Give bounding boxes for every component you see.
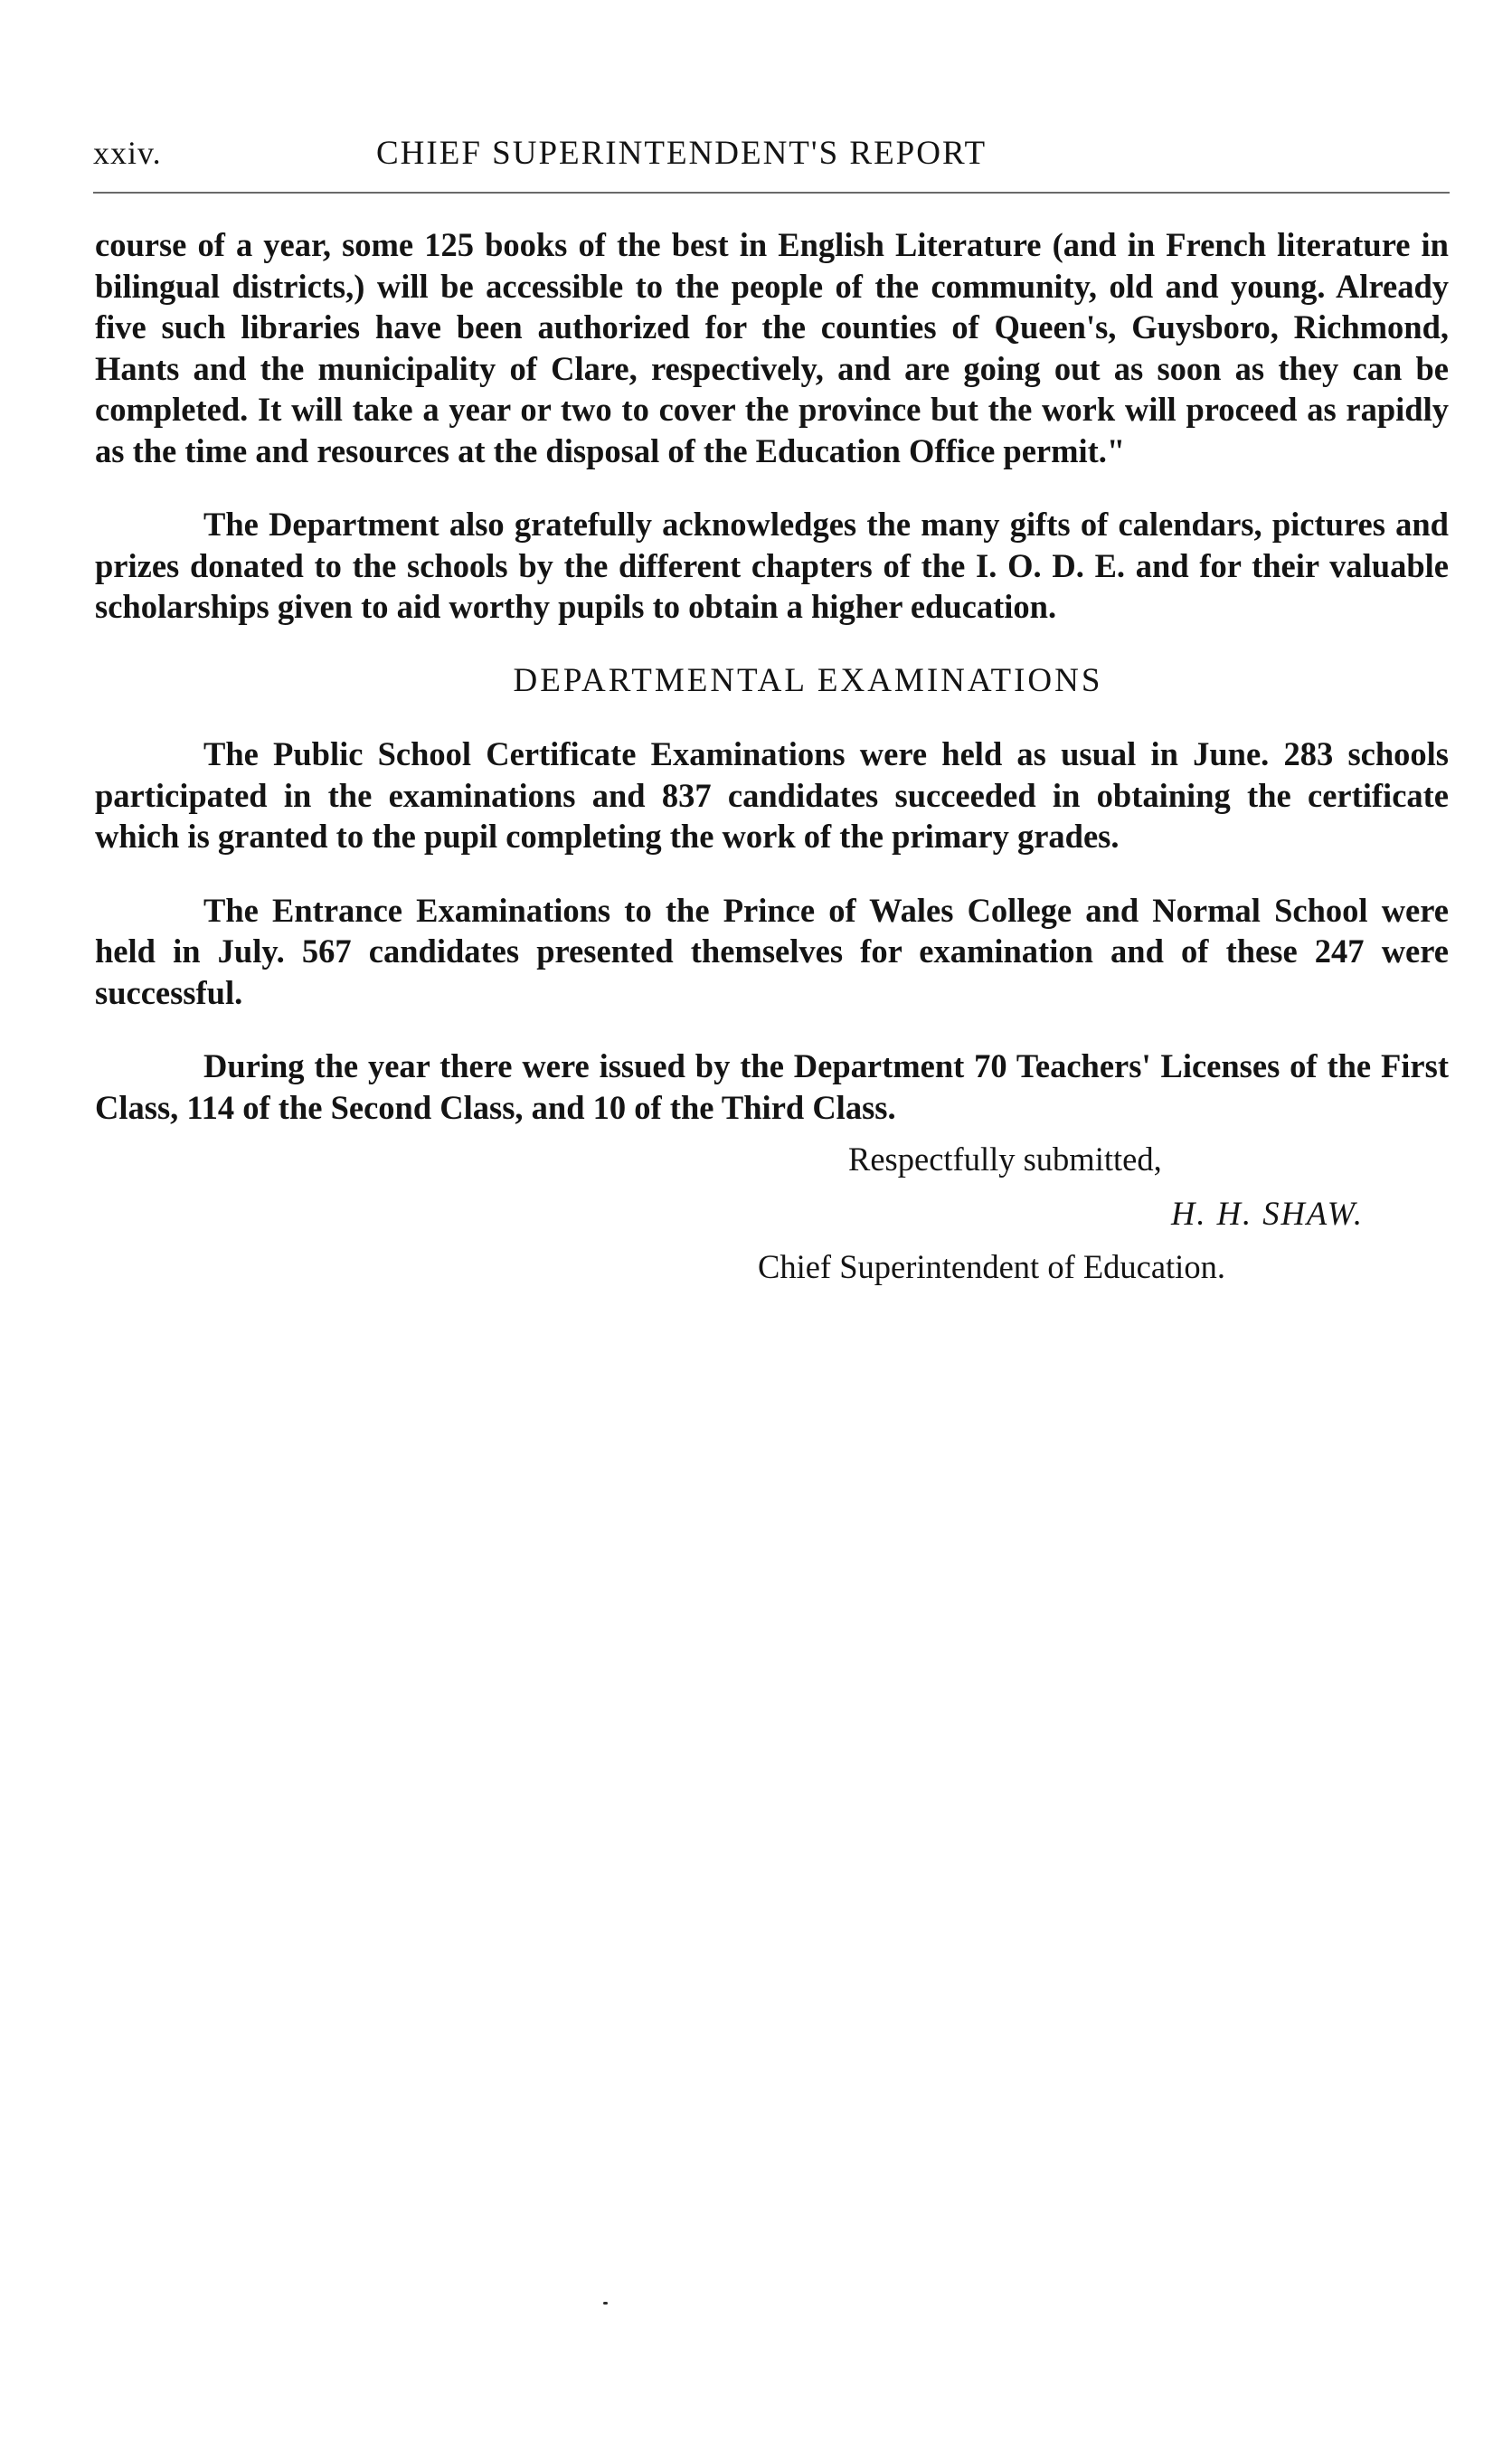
page-number: xxiv. [93, 135, 162, 171]
ink-speck [603, 2302, 608, 2305]
paragraph-entrance-examinations: The Entrance Examinations to the Prince of Wales College and Normal School were held in July. 567 candidates presented themselves for examination and of these 247 were successful. [95, 891, 1449, 1011]
closing-salutation: Respectfully submitted, [848, 1141, 1162, 1178]
header-rule [93, 192, 1450, 194]
page-header [93, 134, 1450, 188]
paragraph-gifts: The Department also gratefully acknowledges the many gifts of calendars, pictures and prizes donated to the schools by the different chapters of the I. O. D. E. and for their valuable scholarships given to aid worthy pupils to obtain a higher education. [95, 506, 1449, 625]
body-text [95, 224, 1449, 1288]
running-title: CHIEF SUPERINTENDENT'S REPORT [376, 135, 988, 172]
signature: H. H. SHAW. [1171, 1194, 1364, 1232]
signer-title: Chief Superintendent of Education. [758, 1248, 1225, 1285]
paragraph-teacher-licenses: During the year there were issued by the Department 70 Teachers' Licenses of the First Class, 114 of the Second Class, and 10 of the Third Class. [95, 1047, 1449, 1126]
paragraph-libraries: course of a year, some 125 books of the best in English Literature (and in French literature in bilingual districts,) will be accessible to the people of the community, old and young. Already five such libraries have been authorized for the counties of Queen's, Guysboro, Richmond, Hants and the municipality of Clare, respectively, and are going out as soon as they can be completed. It will take a year or two to cover the province but the work will proceed as rapidly as the time and resources at the disposal of the Education Office permit." [95, 226, 1449, 469]
section-heading: DEPARTMENTAL EXAMINATIONS [513, 661, 1103, 699]
paragraph-public-school-examinations: The Public School Certificate Examinations were held as usual in June. 283 schools participated in the examinations and 837 candidates succeeded in obtaining the certificate which is granted to the pupil completing the work of the primary grades. [95, 735, 1449, 855]
